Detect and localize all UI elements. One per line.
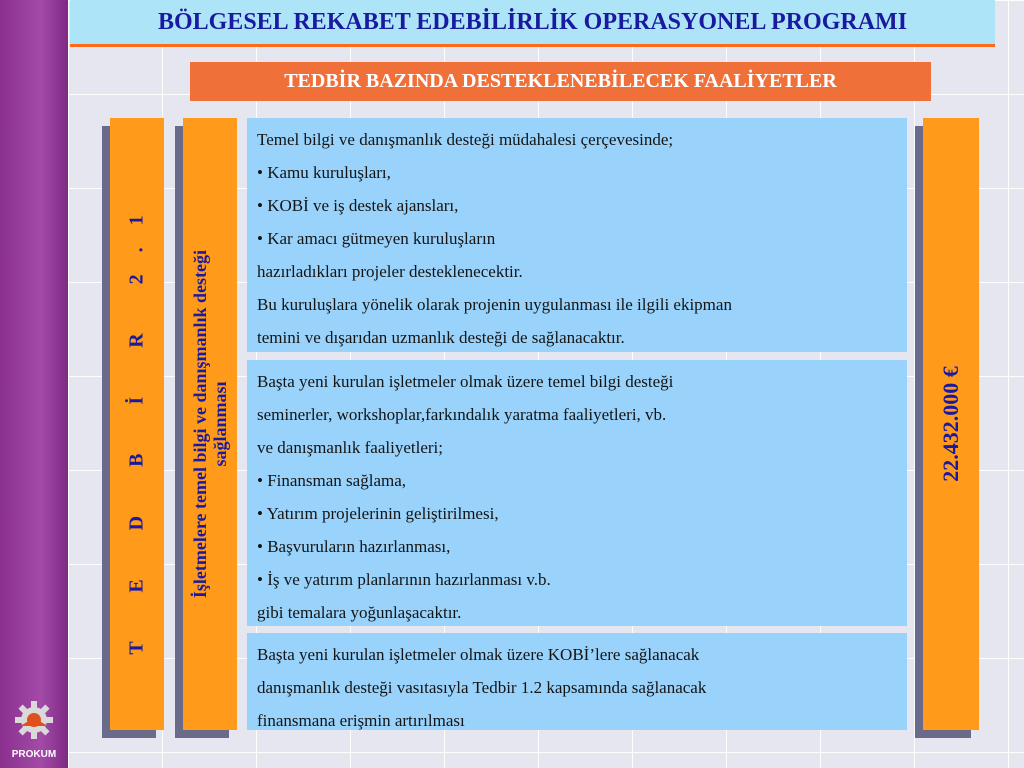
bullet-item: • Başvuruların hazırlanması,	[257, 537, 451, 556]
prokum-logo	[2, 700, 66, 764]
page-title: BÖLGESEL REKABET EDEBİLİRLİK OPERASYONEL PROGRAMI	[157, 8, 908, 35]
measure-code-text: T E D B İ R 2.1	[125, 193, 148, 655]
measure-name-line2: sağlanması	[210, 381, 230, 467]
subtitle-text: TEDBİR BAZINDA DESTEKLENEBİLECEK FAALİYETLER	[284, 70, 837, 92]
text-line: hazırladıkları projeler desteklenecektir.	[257, 262, 523, 281]
activity-block-3	[247, 633, 907, 730]
text-line: seminerler, workshoplar,farkındalık yaratma faaliyetleri, vb.	[257, 405, 667, 424]
text-line: Bu kuruluşlara yönelik olarak projenin uygulanması ile ilgili ekipman	[257, 295, 732, 314]
bullet-item: • Finansman sağlama,	[257, 471, 407, 490]
left-decorative-band	[0, 0, 68, 768]
measure-name-box	[183, 118, 237, 730]
bullet-item: • KOBİ ve iş destek ajansları,	[257, 196, 459, 215]
text-line: ve danışmanlık faaliyetleri;	[257, 438, 443, 457]
measure-code-box	[110, 118, 164, 730]
text-line: danışmanlık desteği vasıtasıyla Tedbir 1.2 kapsamında sağlanacak	[257, 678, 707, 697]
title-bar	[70, 0, 995, 47]
text-line: Temel bilgi ve danışmanlık desteği müdahalesi çerçevesinde;	[257, 130, 674, 149]
activity-block-1	[247, 118, 907, 352]
text-line: temini ve dışarıdan uzmanlık desteği de sağlanacaktır.	[257, 328, 625, 347]
bullet-item: • Kar amacı gütmeyen kuruluşların	[257, 229, 496, 248]
text-line: gibi temalara yoğunlaşacaktır.	[257, 603, 462, 622]
budget-amount-box	[923, 118, 979, 730]
gear-logo-icon	[10, 700, 58, 740]
measure-name-text	[190, 124, 230, 724]
text-line: Başta yeni kurulan işletmeler olmak üzere KOBİ’lere sağlanacak	[257, 645, 700, 664]
measure-name-line1: İşletmelere temel bilgi ve danışmanlık desteği	[190, 249, 210, 599]
logo-text: PROKUM	[11, 749, 57, 760]
text-line: finansmana erişmin artırılması	[257, 711, 465, 730]
activity-block-2	[247, 360, 907, 626]
budget-amount-text: 22.432.000 €	[938, 366, 963, 482]
bullet-item: • İş ve yatırım planlarının hazırlanması v.b.	[257, 570, 551, 589]
text-line: Başta yeni kurulan işletmeler olmak üzere temel bilgi desteği	[257, 372, 674, 391]
bullet-item: • Yatırım projelerinin geliştirilmesi,	[257, 504, 499, 523]
bullet-item: • Kamu kuruluşları,	[257, 163, 391, 182]
subtitle-banner	[190, 62, 931, 101]
